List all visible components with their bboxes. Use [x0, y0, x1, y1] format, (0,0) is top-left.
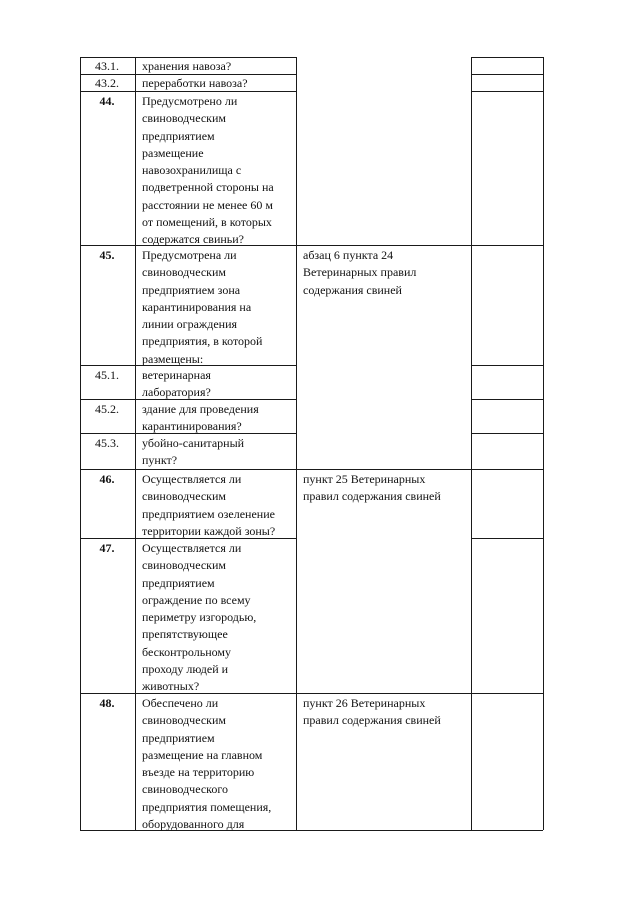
question-text: Осуществляется ли свиноводческим предприятием ограждение по всему периметру изгородью, препятствующее бесконтрольному проходу людей и животных? — [142, 541, 257, 694]
question-text: хранения навоза? — [142, 59, 232, 73]
row-border — [471, 74, 543, 75]
row-border — [471, 538, 543, 539]
row-number: 45.3. — [95, 436, 119, 450]
row-number: 48. — [99, 696, 115, 710]
row-number: 47. — [99, 541, 115, 555]
reference-text: абзац 6 пункта 24 Ветеринарных правил содержания свиней — [303, 248, 417, 297]
question-text: переработки навоза? — [142, 76, 248, 90]
row-number: 45. — [99, 248, 115, 262]
question-text: Предусмотрена ли свиноводческим предприятием зона карантинирования на линии ограждения предприятия, в которой размещены: — [142, 248, 263, 366]
row-border — [471, 365, 543, 366]
question-text: здание для проведения карантинирования? — [142, 402, 259, 434]
row-number: 46. — [99, 472, 115, 486]
question-text: Осуществляется ли свиноводческим предприятием озеленение территории каждой зоны? — [142, 472, 276, 538]
reference-text: пункт 25 Ветеринарных правил содержания свиней — [303, 472, 441, 504]
row-number: 45.2. — [95, 402, 119, 416]
question-text: ветеринарная лаборатория? — [142, 368, 211, 400]
row-number: 43.2. — [95, 76, 119, 90]
row-border — [471, 433, 543, 434]
question-text: убойно-санитарный пункт? — [142, 436, 245, 468]
question-text: Предусмотрено ли свиноводческим предприятием размещение навозохранилища с подветренной стороны на расстоянии не менее 60 м от помещений, в которых содержатся свиньи? — [142, 94, 274, 247]
row-border — [471, 91, 543, 92]
row-border — [471, 57, 543, 58]
column-border — [543, 57, 544, 830]
row-number: 43.1. — [95, 59, 119, 73]
question-text: Обеспечено ли свиноводческим предприятием размещение на главном въезде на территорию свиноводческого предприятия помещения, оборудованного для — [142, 696, 272, 832]
row-border — [471, 399, 543, 400]
row-number: 45.1. — [95, 368, 119, 382]
column-border — [135, 57, 136, 830]
column-border — [471, 57, 472, 830]
row-number: 44. — [99, 94, 115, 108]
reference-text: пункт 26 Ветеринарных правил содержания свиней — [303, 696, 441, 728]
